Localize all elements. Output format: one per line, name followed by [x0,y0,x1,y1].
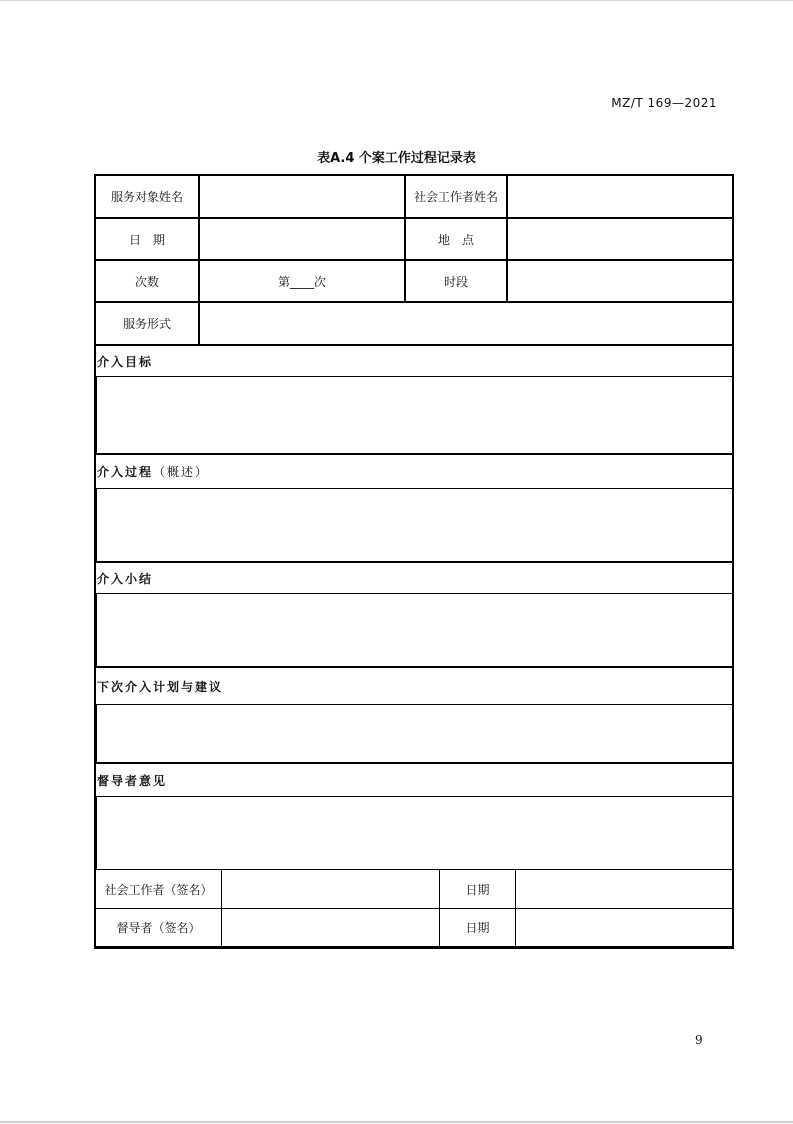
section-intervention-goal [96,346,732,455]
section-content-area[interactable] [96,377,732,455]
section-supervisor-opinion [96,764,732,870]
section-title [96,455,732,489]
form-row-names [96,176,732,219]
section-title-text: 介入目标 [97,354,154,369]
form-row-service-form [96,303,732,346]
form-row-count-period [96,261,732,303]
section-next-plan [96,668,732,764]
section-content-area[interactable] [96,797,732,870]
table-title: 表A.4 个案工作过程记录表 [317,151,476,166]
client-name-field[interactable] [200,176,406,217]
section-title [96,668,732,705]
count-label: 次数 [96,261,200,301]
supervisor-sign-field[interactable] [222,909,440,946]
supervisor-date-field[interactable] [516,909,732,946]
count-field[interactable]: 第____次 [200,261,406,301]
standard-code: MZ/T 169—2021 [611,96,717,110]
period-field[interactable] [508,261,732,301]
service-form-label: 服务形式 [96,303,200,344]
worker-sign-label: 社会工作者（签名） [96,870,222,908]
page-bottom-rule [0,1121,793,1123]
signature-row-supervisor [96,909,732,947]
date-label: 日 期 [96,219,200,259]
worker-sign-field[interactable] [222,870,440,908]
worker-date-field[interactable] [516,870,732,908]
form-row-date-place [96,219,732,261]
section-title [96,346,732,377]
section-content-area[interactable] [96,705,732,764]
place-field[interactable] [508,219,732,259]
section-content-area[interactable] [96,489,732,563]
client-name-label: 服务对象姓名 [96,176,200,217]
section-title-text: 介入小结 [97,571,154,586]
section-content-area[interactable] [96,594,732,668]
signature-row-worker [96,870,732,909]
section-title-text: 督导者意见 [97,773,168,788]
section-intervention-process [96,455,732,563]
section-title-note: （概述） [153,465,210,479]
worker-name-label: 社会工作者姓名 [406,176,508,217]
section-title [96,764,732,797]
date-field[interactable] [200,219,406,259]
worker-name-field[interactable] [508,176,732,217]
page-number: 9 [695,1033,703,1047]
place-label: 地 点 [406,219,508,259]
period-label: 时段 [406,261,508,301]
section-intervention-summary [96,563,732,668]
section-title-text: 下次介入计划与建议 [97,679,224,694]
page-top-rule [0,0,793,1]
supervisor-sign-label: 督导者（签名） [96,909,222,946]
supervisor-date-label: 日期 [440,909,516,946]
section-title-text: 介入过程 [97,465,154,479]
case-record-form [94,174,734,949]
section-title [96,563,732,594]
worker-date-label: 日期 [440,870,516,908]
service-form-field[interactable] [200,303,732,344]
